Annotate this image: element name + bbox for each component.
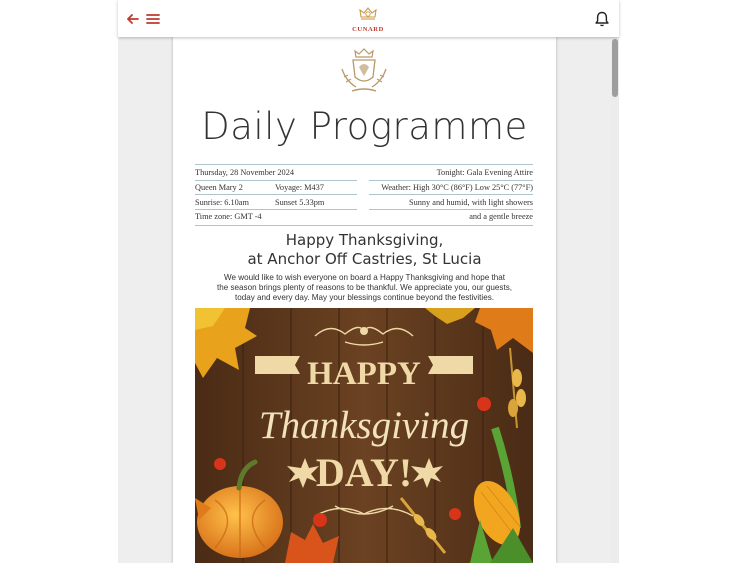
arrow-left-icon[interactable] [124,10,142,28]
top-bar [118,0,619,37]
sunrise-text: Sunrise: 6.10am [195,198,249,207]
divider [195,194,357,195]
brand-name: CUNARD [352,26,384,33]
page-title: Daily Programme [201,105,528,148]
forecast-text: Sunny and humid, with light showers [409,198,533,207]
divider [195,225,533,226]
forecast-text-2: and a gentle breeze [469,212,533,221]
scrollbar-thumb[interactable] [612,39,618,97]
message-line: today and every day. May your blessings continue beyond the festivities. [235,293,494,302]
message-line: We would like to wish everyone on board a Happy Thanksgiving and hope that [224,273,505,282]
date-text: Thursday, 28 November 2024 [195,168,295,177]
banner-thanksgiving-text: Thanksgiving [258,404,470,447]
banner-happy-text: HAPPY [307,356,421,392]
message-line: the season brings plenty of reasons to be thankful. We appreciate you, our guests, [216,283,512,292]
sunset-text: Sunset 5.33pm [275,198,325,207]
royal-crest-icon [338,47,390,97]
app-window [118,0,619,563]
crown-crest-icon [357,5,379,22]
weather-text: Weather: High 30°C (86°F) Low 25°C (77°F) [381,183,533,192]
greeting-heading: Happy Thanksgiving, [285,231,444,249]
dress-code-text: Tonight: Gala Evening Attire [436,168,533,177]
vertical-scrollbar[interactable] [611,37,619,563]
divider [369,209,533,210]
thanksgiving-banner-image [195,308,533,563]
location-heading: at Anchor Off Castries, St Lucia [247,250,482,268]
divider [195,209,357,210]
daily-programme-page [173,37,556,563]
voyage-text: Voyage: M437 [275,183,324,192]
divider [369,194,533,195]
welcome-message [189,273,540,303]
bell-icon[interactable] [593,10,611,28]
ship-name-text: Queen Mary 2 [195,183,243,192]
cunard-logo[interactable] [351,5,385,33]
divider [369,180,533,181]
hamburger-menu-icon[interactable] [144,10,162,28]
timezone-text: Time zone: GMT -4 [195,212,262,221]
divider [195,164,533,165]
divider [195,180,357,181]
banner-day-text: DAY! [315,450,413,495]
